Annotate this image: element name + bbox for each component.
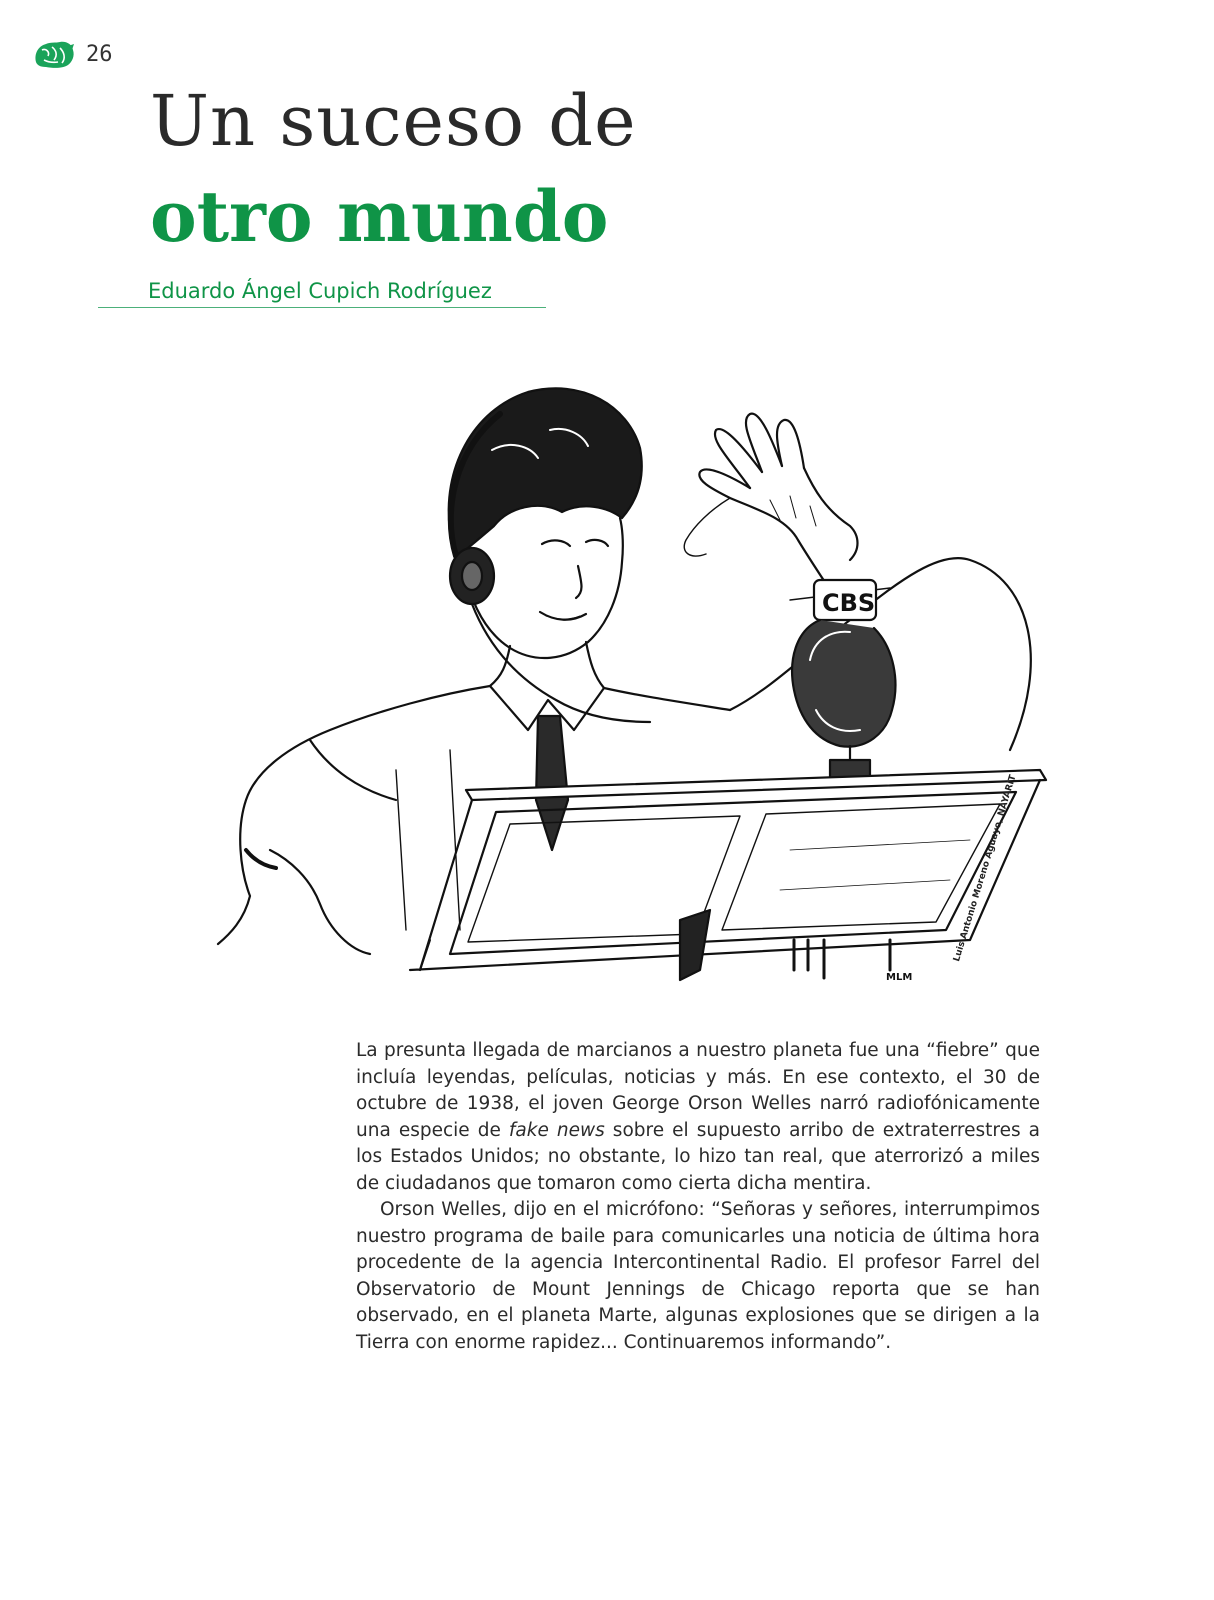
article-body [356,1038,1040,1356]
article-title-line1: Un suceso de [150,80,637,162]
artist-signature: MLM [886,972,913,983]
p1-text-end: sobre el supuesto arribo de extraterrestres a los Estados Unidos; no obstante, lo hizo tan real, que aterrorizó a miles de ciudadanos que tomaron como cierta dicha mentira. [356,1119,1040,1194]
illustration-credit: Luis Antonio Moreno Aguayo, NAYARIT [952,773,1019,963]
mic-label: CBS [822,589,876,617]
author-byline: Eduardo Ángel Cupich Rodríguez [148,279,492,303]
radio-broadcaster-drawing [210,330,1060,1000]
byline-divider [98,307,546,308]
p1-text-start: La presunta llegada de marcianos a nuestro planeta fue una “fiebre” que incluía leyendas, películas, noticias y más. En ese contexto, el 30 de octubre de 1938, el joven George Orson Welles narró radiofónicamente una especie de [356,1040,1040,1141]
body-paragraph-2: Orson Welles, dijo en el micrófono: “Señoras y señores, interrumpimos nuestro programa de baile para comunicarles una noticia de última hora procedente de la agencia Intercontinental Radio. El profesor Farrel del Observatorio de Mount Jennings de Chicago reporta que se han observado, en el planeta Marte, algunas explosiones que se dirigen a la Tierra con enorme rapidez... Continuaremos informando”. [356,1199,1040,1353]
article-title-line2: otro mundo [150,175,609,258]
p1-emphasis: fake news [508,1119,605,1141]
magazine-logo-icon [32,40,76,70]
body-paragraph-1 [356,1038,1040,1197]
page-number: 26 [86,42,113,67]
